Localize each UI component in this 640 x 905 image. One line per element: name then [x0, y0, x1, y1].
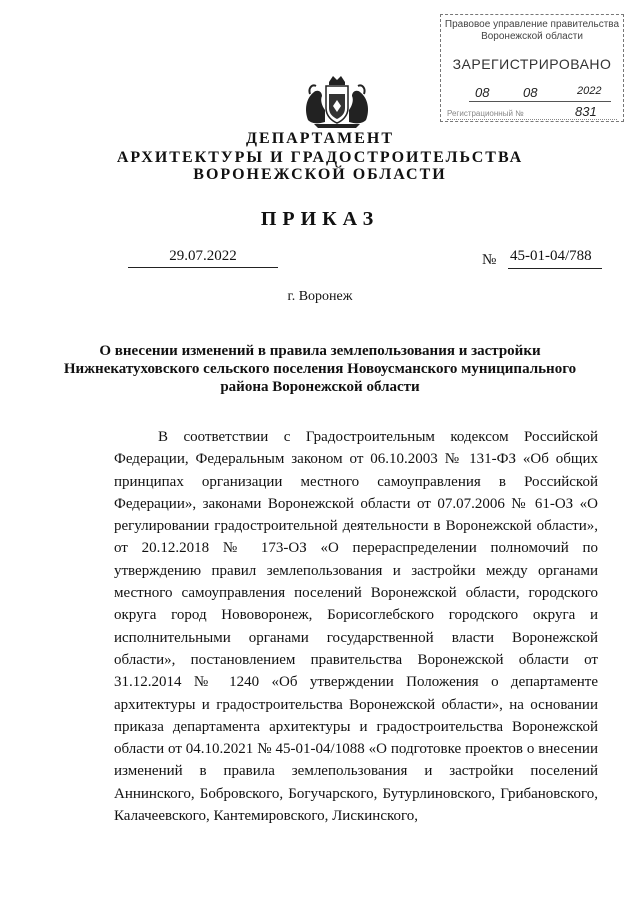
- stamp-reg-underline: [447, 119, 617, 120]
- stamp-month: 08: [523, 85, 538, 100]
- order-number-underline: [508, 268, 602, 269]
- coat-of-arms-icon: [300, 74, 374, 130]
- order-body-paragraph: В соответствии с Градостроительным кодексом Российской Федерации, Федеральным законом от 06.10.2003 № 131-ФЗ «Об общих принципах организации местного самоуправления в Российской Федерации», законами Воронежской области от 07.07.2006 № 61-ОЗ «О регулировании градостроительной деятельности в Воронежской области», от 20.12.2018 № 173-ОЗ «О перераспределении полномочий по утверждению правил землепользования и застройки между органами местного самоуправления поселений Воронежской области, городского округа город Нововоронеж, Борисоглебского городского округа и исполнительными органами государственной власти Воронежской области», постановлением правительства Воронежской области от 31.12.2014 № 1240 «Об утверждении Положения о департаменте архитектуры и градостроительства Воронежской области», на основании приказа департамента архитектуры и градостроительства Воронежской области от 04.10.2021 № 45-01-04/1088 «О подготовке проектов о внесении изменений в правила землепользования и застройки поселений Аннинского, Бобровского, Богучарского, Бутурлиновского, Грибановского, Калачеевского, Кантемировского, Лискинского,: [114, 429, 598, 825]
- stamp-authority-line2: Воронежской области: [481, 31, 583, 42]
- issue-city: г. Воронеж: [287, 289, 353, 304]
- order-date-underline: [128, 267, 278, 268]
- stamp-reg-row: [445, 104, 621, 121]
- order-number: 45-01-04/788: [510, 248, 592, 264]
- order-date: 29.07.2022: [169, 248, 237, 264]
- stamp-date-row: [447, 85, 617, 103]
- document-type-title: ПРИКАЗ: [260, 208, 380, 230]
- order-subject: О внесении изменений в правила землепользования и застройки Нижнекатуховского сельского поселения Новоусманского муниципального района Воронежской области: [63, 343, 577, 395]
- stamp-date-underline: [469, 101, 611, 102]
- department-title-line3: ВОРОНЕЖСКОЙ ОБЛАСТИ: [193, 166, 447, 183]
- stamp-year: 2022: [577, 85, 602, 97]
- stamp-authority-line1: Правовое управление правительства: [444, 19, 620, 30]
- stamp-day: 08: [475, 85, 490, 100]
- stamp-reg-number: 831: [575, 104, 597, 119]
- order-date-field: [128, 248, 278, 268]
- department-title-line2: АРХИТЕКТУРЫ И ГРАДОСТРОИТЕЛЬСТВА: [116, 149, 524, 166]
- registration-stamp: [440, 14, 624, 122]
- stamp-reg-label: Регистрационный №: [447, 109, 524, 118]
- number-sign: №: [482, 252, 497, 268]
- department-title-line1: ДЕПАРТАМЕНТ: [246, 130, 394, 147]
- stamp-registered-label: ЗАРЕГИСТРИРОВАНО: [452, 56, 612, 72]
